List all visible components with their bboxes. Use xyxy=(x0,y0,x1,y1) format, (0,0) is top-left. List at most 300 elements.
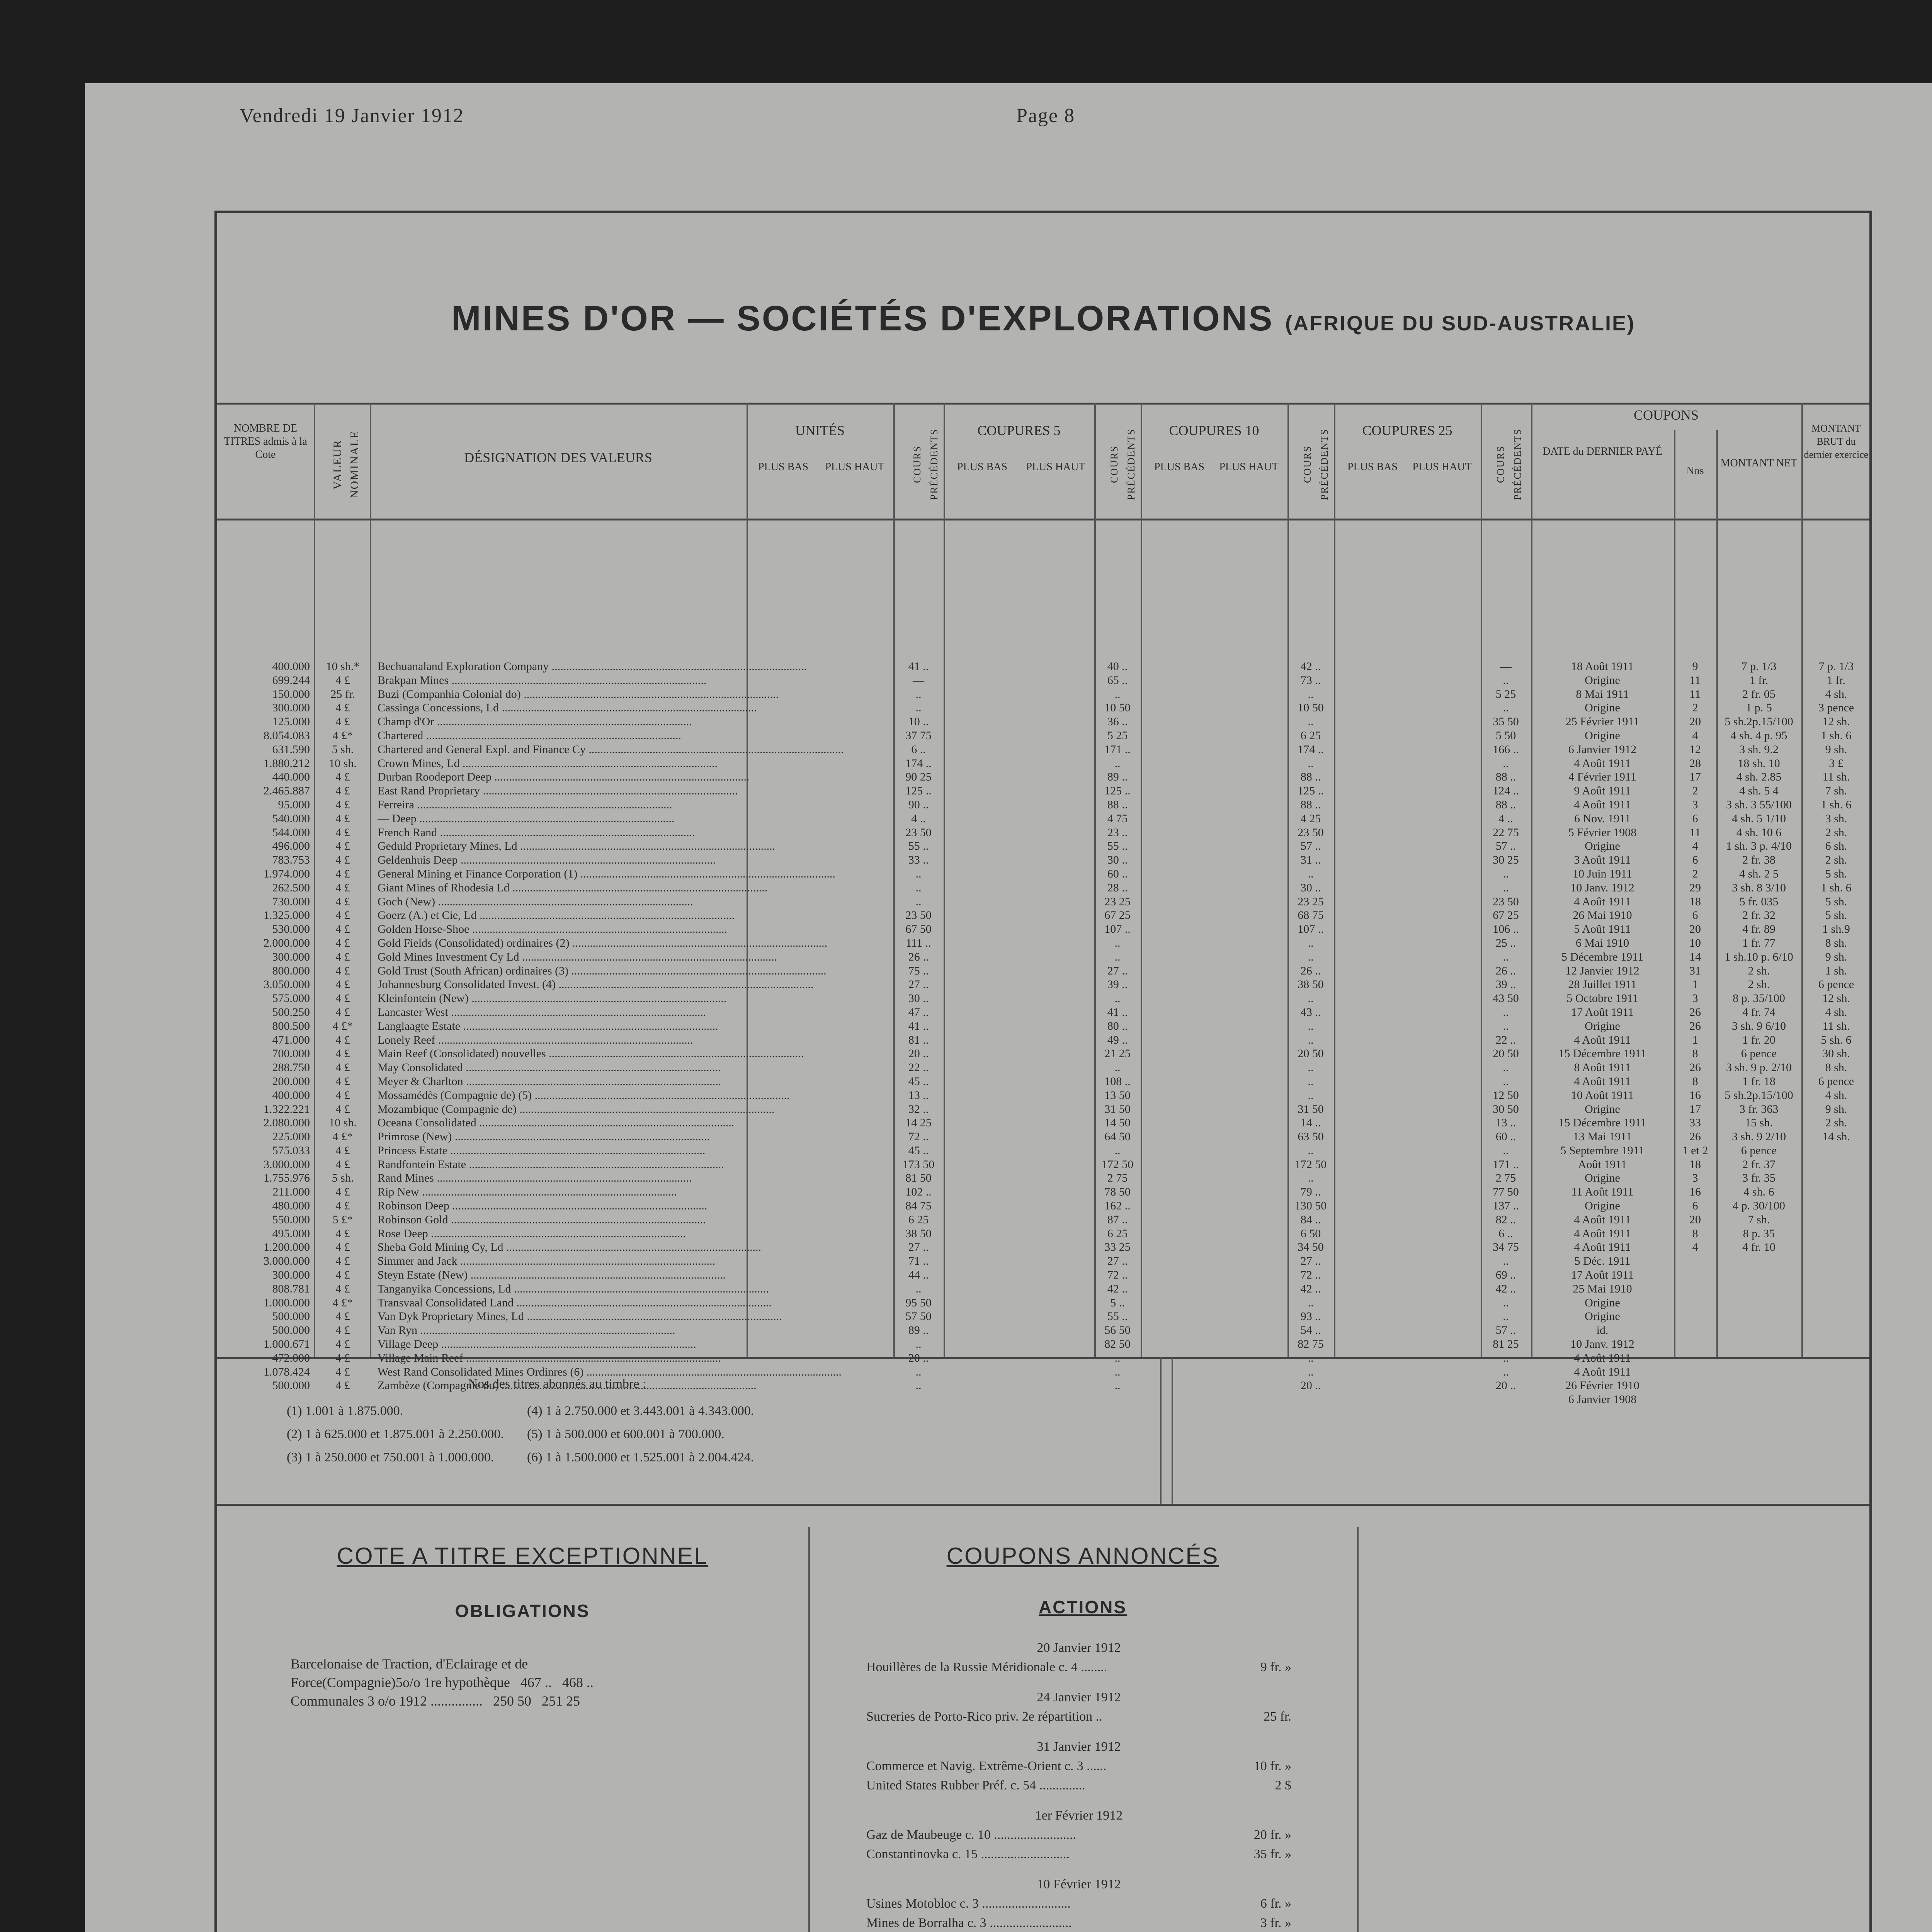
cours-25-value: 60 .. xyxy=(1495,1130,1516,1143)
coupon-date: 4 Août 1911 xyxy=(1574,1365,1631,1378)
valeur-value: 4 £ xyxy=(335,1324,350,1337)
company-name: — Deep ..... xyxy=(378,812,957,826)
coupon-date: 10 Juin 1911 xyxy=(1573,867,1632,880)
coupon-date: Août 1911 xyxy=(1578,1158,1627,1171)
coupon-date: 4 Août 1911 xyxy=(1574,1075,1631,1088)
coupon-net: 3 sh. 8 3/10 xyxy=(1731,881,1786,894)
coupon-number: 9 xyxy=(1692,660,1698,673)
valeur-value: 4 £ xyxy=(335,923,350,936)
valeur-value: 4 £ xyxy=(335,964,350,977)
coupon-number: 6 xyxy=(1692,1199,1698,1213)
nombre-value: 800.000 xyxy=(272,964,310,977)
cours-5-value: 72 .. xyxy=(1107,1269,1128,1282)
cours-10-column xyxy=(1287,660,1334,1393)
coupon-net: 4 fr. 89 xyxy=(1742,923,1776,936)
cours-prec-value: 45 .. xyxy=(908,1144,929,1157)
coupons-annonces-sub: ACTIONS xyxy=(1039,1597,1127,1617)
coupon-net: 6 pence xyxy=(1741,1144,1777,1157)
cours-5-value: 88 .. xyxy=(1107,798,1128,811)
company-name: Crown Mines, Ld ..... xyxy=(378,757,957,770)
coupon-announce-item xyxy=(866,1776,1291,1795)
valeur-value: 4 £ xyxy=(335,1158,350,1171)
company-name: Oceana Consolidated ..... xyxy=(378,1116,957,1130)
cours-5-value: 64 50 xyxy=(1104,1130,1131,1143)
cours-5-value: 27 .. xyxy=(1107,1255,1128,1268)
coupon-announce-item xyxy=(866,1845,1291,1864)
col-plus-haut: PLUS HAUT xyxy=(825,461,884,473)
nombre-value: 300.000 xyxy=(272,950,310,963)
cours-prec-value: .. xyxy=(915,701,922,714)
coupon-number: 8 xyxy=(1692,1047,1698,1060)
coupon-date: 8 Août 1911 xyxy=(1574,1061,1631,1074)
cours-10-value: .. xyxy=(1308,992,1314,1005)
nombre-value: 95.000 xyxy=(278,798,310,811)
cours-5-value: 39 .. xyxy=(1107,978,1128,991)
cours-5-value: .. xyxy=(1114,992,1121,1005)
nombre-value: 700.000 xyxy=(272,1047,310,1060)
valeur-value: 4 £ xyxy=(335,1144,350,1157)
cours-10-value: 88 .. xyxy=(1300,798,1321,811)
valeur-value: 4 £ xyxy=(335,1005,350,1019)
company-name: Randfontein Estate ..... xyxy=(378,1158,957,1172)
coupon-date: 4 Août 1911 xyxy=(1574,757,1631,770)
cours-10-value: 23 50 xyxy=(1298,826,1324,839)
valeur-value: 4 £ xyxy=(335,1047,350,1060)
cours-prec-value: 13 .. xyxy=(908,1088,929,1102)
nombre-value: 1.974.000 xyxy=(264,867,310,880)
nombre-value: 200.000 xyxy=(272,1075,310,1088)
coupon-net: 3 sh. 9.2 xyxy=(1739,743,1779,756)
notes-rule xyxy=(1172,1357,1173,1504)
cours-5-value: 162 .. xyxy=(1104,1199,1131,1213)
coupon-announce-value: 20 fr. » xyxy=(1253,1828,1291,1842)
cours-25-value: 88 .. xyxy=(1495,798,1516,811)
col-montant-net: MONTANT NET xyxy=(1720,457,1798,469)
cours-25-value: 13 .. xyxy=(1495,1116,1516,1129)
coupon-date: 26 Février 1910 xyxy=(1565,1379,1639,1392)
cours-prec-value: .. xyxy=(915,1282,922,1295)
col-unites: UNITÉS xyxy=(795,423,845,438)
coupon-number: 1 xyxy=(1692,1033,1698,1046)
coupon-number: 1 xyxy=(1692,978,1698,991)
coupon-announce-date: 10 Février 1912 xyxy=(1037,1877,1121,1891)
nombre-value: 500.000 xyxy=(272,1310,310,1323)
coupon-brut: 2 sh. xyxy=(1825,1116,1847,1129)
cours-25-value: .. xyxy=(1503,1296,1509,1309)
cours-5-value: 60 .. xyxy=(1107,867,1128,880)
coupon-net: 4 sh. 10 6 xyxy=(1736,826,1782,839)
col-c5-cours-prec: COURS PRÉCÉDENTS xyxy=(1109,429,1137,500)
nombre-value: 500.000 xyxy=(272,1324,310,1337)
nombre-value: 1.755.976 xyxy=(264,1172,310,1185)
coupon-net: 6 pence xyxy=(1741,1047,1777,1060)
coupon-net: 4 sh. 2 5 xyxy=(1739,867,1779,880)
cours-5-value: 36 .. xyxy=(1107,715,1128,728)
cours-10-value: .. xyxy=(1308,715,1314,728)
coupon-announce-value: 25 fr. xyxy=(1264,1709,1291,1724)
col-c10-plus-bas: PLUS BAS xyxy=(1154,461,1204,473)
cours-5-value: 125 .. xyxy=(1104,784,1131,798)
coupon-number: 28 xyxy=(1689,757,1701,770)
col-rule xyxy=(314,403,315,1357)
company-name: Bechuanaland Exploration Company ..... xyxy=(378,660,957,673)
coupons-annonces-title: COUPONS ANNONCÉS xyxy=(946,1543,1219,1569)
cours-prec-value: 102 .. xyxy=(905,1185,932,1199)
company-name: Mossamédès (Compagnie de) (5) ..... xyxy=(378,1088,957,1102)
nombre-value: 440.000 xyxy=(272,770,310,784)
abonnes-line: (6) 1 à 1.500.000 et 1.525.001 à 2.004.424. xyxy=(527,1450,754,1464)
cours-25-value: .. xyxy=(1503,1255,1509,1268)
cours-10-value: 38 50 xyxy=(1298,978,1324,991)
company-name: Johannesburg Consolidated Invest. (4) ..... xyxy=(378,978,957,992)
cours-25-value: 69 .. xyxy=(1495,1269,1516,1282)
cours-5-value: .. xyxy=(1114,757,1121,770)
cours-prec-value: 81 50 xyxy=(905,1172,932,1185)
coupon-number: 10 xyxy=(1689,936,1701,949)
cours-25-value: 106 .. xyxy=(1493,923,1519,936)
cours-10-value: 26 .. xyxy=(1300,964,1321,977)
company-name: Robinson Gold ..... xyxy=(378,1213,957,1227)
coupon-brut: 1 sh.9 xyxy=(1822,923,1850,936)
nombre-value: 575.000 xyxy=(272,992,310,1005)
col-valeur: VALEUR NOMINALE xyxy=(331,430,361,498)
valeur-value: 4 £ xyxy=(335,1338,350,1351)
coupon-brut: 9 sh. xyxy=(1825,743,1847,756)
cote-lines xyxy=(291,1655,793,1710)
coupon-brut-column xyxy=(1801,660,1871,1144)
coupon-date: 5 Septembre 1911 xyxy=(1560,1144,1645,1157)
coupon-number: 4 xyxy=(1692,1241,1698,1254)
coupon-net: 4 sh. 5 1/10 xyxy=(1731,812,1786,825)
company-name: Gold Mines Investment Cy Ld ..... xyxy=(378,950,957,964)
coupon-date: 12 Janvier 1912 xyxy=(1565,964,1639,977)
cours-5-value: 87 .. xyxy=(1107,1213,1128,1226)
cours-25-value: .. xyxy=(1503,867,1509,880)
company-name: Brakpan Mines ..... xyxy=(378,673,957,687)
cours-prec-value: 90 25 xyxy=(905,770,932,784)
coupon-brut: 11 sh. xyxy=(1822,1019,1850,1032)
cote-title: COTE A TITRE EXCEPTIONNEL xyxy=(337,1543,708,1569)
cours-10-value: .. xyxy=(1308,1365,1314,1378)
coupon-net: 2 sh. xyxy=(1748,978,1770,991)
section-rule xyxy=(808,1527,810,1932)
col-coupures-10: COUPURES 10 xyxy=(1169,423,1259,438)
coupon-number: 1 et 2 xyxy=(1682,1144,1708,1157)
coupon-no-column xyxy=(1674,660,1716,1254)
coupon-number: 33 xyxy=(1689,1116,1701,1129)
nombre-value: 472.000 xyxy=(272,1351,310,1364)
cours-prec-value: 23 50 xyxy=(905,909,932,922)
cours-10-value: 82 75 xyxy=(1298,1338,1324,1351)
abonnes-line: (4) 1 à 2.750.000 et 3.443.001 à 4.343.000. xyxy=(527,1404,754,1418)
cours-5-value: .. xyxy=(1114,1365,1121,1378)
coupon-number: 26 xyxy=(1689,1130,1701,1143)
notes-rule xyxy=(1160,1357,1162,1504)
valeur-value: 4 £ xyxy=(335,1185,350,1199)
designation-column xyxy=(378,660,957,1393)
cours-prec-value: 75 .. xyxy=(908,964,929,977)
coupon-brut: 3 sh. xyxy=(1825,812,1847,825)
coupon-date: 17 Août 1911 xyxy=(1571,1005,1634,1019)
cours-25-value: .. xyxy=(1503,673,1509,687)
coupon-number: 29 xyxy=(1689,881,1701,894)
col-coupures-5: COUPURES 5 xyxy=(977,423,1061,438)
coupon-net: 4 sh. 5 4 xyxy=(1739,784,1779,798)
section-rule xyxy=(1357,1527,1359,1932)
valeur-value: 4 £* xyxy=(332,1019,353,1032)
company-name: Champ d'Or ..... xyxy=(378,715,957,729)
cours-5-value: 78 50 xyxy=(1104,1185,1131,1199)
company-name: Meyer & Charlton ..... xyxy=(378,1075,957,1088)
nombre-value: 125.000 xyxy=(272,715,310,728)
nombre-value: 400.000 xyxy=(272,660,310,673)
col-c5-plus-haut: PLUS HAUT xyxy=(1026,461,1085,473)
coupon-date: 6 Janvier 1912 xyxy=(1568,743,1637,756)
coupon-brut: 5 sh. 6 xyxy=(1821,1033,1852,1046)
coupon-brut: 5 sh. xyxy=(1825,895,1847,908)
cours-25-value: 57 .. xyxy=(1495,1324,1516,1337)
coupon-announce-value: 10 fr. » xyxy=(1253,1759,1291,1773)
coupon-number: 16 xyxy=(1689,1088,1701,1102)
coupon-announce-item xyxy=(866,1757,1291,1776)
company-name: Lonely Reef ..... xyxy=(378,1033,957,1047)
valeur-value: 4 £ xyxy=(335,895,350,908)
coupon-date: 15 Décembre 1911 xyxy=(1558,1116,1646,1129)
coupon-announce-date: 24 Janvier 1912 xyxy=(1037,1690,1121,1704)
coupon-announce-name: Commerce et Navig. Extrême-Orient c. 3 ...... xyxy=(866,1759,1107,1773)
coupon-announce-name: Usines Motobloc c. 3 ........................... xyxy=(866,1896,1071,1911)
coupon-net: 3 sh. 9 2/10 xyxy=(1731,1130,1786,1143)
cours-10-value: 73 .. xyxy=(1300,673,1321,687)
cours-5-value: 30 .. xyxy=(1107,854,1128,867)
cours-25-value: 39 .. xyxy=(1495,978,1516,991)
coupon-brut: 30 sh. xyxy=(1822,1047,1850,1060)
valeur-value: 5 sh. xyxy=(332,743,354,756)
coupon-number: 18 xyxy=(1689,895,1701,908)
abonnes-line: (5) 1 à 500.000 et 600.001 à 700.000. xyxy=(527,1427,724,1441)
coupon-announce-date: 20 Janvier 1912 xyxy=(1037,1641,1121,1655)
coupon-number: 31 xyxy=(1689,964,1701,977)
nombre-value: 2.080.000 xyxy=(264,1116,310,1129)
coupon-net: 2 fr. 32 xyxy=(1742,909,1776,922)
coupon-net: 5 sh.2p.15/100 xyxy=(1725,1088,1793,1102)
cours-prec-value: — xyxy=(913,673,924,687)
nombre-value: 631.590 xyxy=(272,743,310,756)
valeur-value: 4 £ xyxy=(335,992,350,1005)
coupon-date: 28 Juillet 1911 xyxy=(1568,978,1637,991)
cours-25-value: .. xyxy=(1503,701,1509,714)
coupon-brut: 12 sh. xyxy=(1822,715,1850,728)
coupon-date: id. xyxy=(1596,1324,1609,1337)
cours-10-value: 31 .. xyxy=(1300,854,1321,867)
nombre-value: 300.000 xyxy=(272,1269,310,1282)
company-name: Main Reef (Consolidated) nouvelles ..... xyxy=(378,1047,957,1061)
valeur-value: 4 £ xyxy=(335,1379,350,1392)
nombre-value: 211.000 xyxy=(272,1185,310,1199)
cours-10-value: 57 .. xyxy=(1300,840,1321,853)
coupon-number: 3 xyxy=(1692,1172,1698,1185)
valeur-value: 10 sh. xyxy=(329,1116,357,1129)
cours-5-value: 21 25 xyxy=(1104,1047,1131,1060)
coupon-brut: 2 sh. xyxy=(1825,854,1847,867)
coupon-number: 20 xyxy=(1689,923,1701,936)
col-plus-bas: PLUS BAS xyxy=(758,461,808,473)
cours-25-value: .. xyxy=(1503,881,1509,894)
cours-prec-value: 38 50 xyxy=(905,1227,932,1240)
cours-25-value: 35 50 xyxy=(1493,715,1519,728)
valeur-value: 4 £ xyxy=(335,1227,350,1240)
title-sub: (AFRIQUE DU SUD-AUSTRALIE) xyxy=(1285,312,1635,335)
cote-subtitle: OBLIGATIONS xyxy=(455,1601,590,1621)
company-name: Princess Estate ..... xyxy=(378,1144,957,1158)
coupon-net: 1 fr. xyxy=(1749,673,1769,687)
coupon-number: 3 xyxy=(1692,798,1698,811)
cours-25-value: .. xyxy=(1503,1019,1509,1032)
cours-5-value: 5 .. xyxy=(1110,1296,1125,1309)
nombre-value: 262.500 xyxy=(272,881,310,894)
cours-prec-value: 81 .. xyxy=(908,1033,929,1046)
coupon-net: 4 p. 30/100 xyxy=(1733,1199,1785,1213)
coupon-date: 6 Nov. 1911 xyxy=(1574,812,1631,825)
cours-10-value: 4 25 xyxy=(1300,812,1321,825)
cours-prec-value: 6 25 xyxy=(908,1213,929,1226)
coupon-net: 5 sh.2p.15/100 xyxy=(1725,715,1793,728)
nombre-value: 500.250 xyxy=(272,1005,310,1019)
cours-10-value: 30 .. xyxy=(1300,881,1321,894)
coupon-date: 4 Août 1911 xyxy=(1574,1227,1631,1240)
cours-25-value: .. xyxy=(1503,1351,1509,1364)
coupon-date: 10 Janv. 1912 xyxy=(1570,881,1634,894)
cours-prec-value: .. xyxy=(915,881,922,894)
coupon-date: 25 Mai 1910 xyxy=(1573,1282,1632,1295)
valeur-value: 4 £ xyxy=(335,770,350,784)
header-page-number: Page 8 xyxy=(1016,105,1075,127)
cours-prec-value: .. xyxy=(915,1338,922,1351)
company-name: Rose Deep ..... xyxy=(378,1227,957,1241)
cours-10-value: 125 .. xyxy=(1298,784,1324,798)
cours-prec-value: 44 .. xyxy=(908,1269,929,1282)
coupon-date: 4 Août 1911 xyxy=(1574,1241,1631,1254)
cours-5-value: .. xyxy=(1114,1379,1121,1392)
coupon-net: 4 sh. 2.85 xyxy=(1736,770,1782,784)
cours-25-value: 5 25 xyxy=(1495,687,1516,701)
cours-10-value: 6 25 xyxy=(1300,729,1321,742)
coupon-date: 5 Octobre 1911 xyxy=(1566,992,1638,1005)
coupon-brut: 7 sh. xyxy=(1825,784,1847,798)
coupon-number: 16 xyxy=(1689,1185,1701,1199)
cours-prec-value: 26 .. xyxy=(908,950,929,963)
cours-5-value: 28 .. xyxy=(1107,881,1128,894)
cours-5-value: 6 25 xyxy=(1107,1227,1128,1240)
company-name: Cassinga Concessions, Ld ..... xyxy=(378,701,957,715)
coupon-net: 2 sh. xyxy=(1748,964,1770,977)
cours-prec-value: 57 50 xyxy=(905,1310,932,1323)
valeur-value: 4 £ xyxy=(335,701,350,714)
col-designation: DÉSIGNATION DES VALEURS xyxy=(464,450,652,465)
cours-25-value: 67 25 xyxy=(1493,909,1519,922)
coupon-brut: 1 sh. 6 xyxy=(1821,881,1852,894)
coupon-number: 6 xyxy=(1692,909,1698,922)
coupon-date: Origine xyxy=(1585,1199,1620,1213)
coupon-number: 2 xyxy=(1692,701,1698,714)
coupon-number: 26 xyxy=(1689,1005,1701,1019)
nombre-value: 2.465.887 xyxy=(264,784,310,798)
coupon-brut: 6 pence xyxy=(1818,1075,1854,1088)
coupon-announce-item xyxy=(866,1894,1291,1913)
cours-25-value: 137 .. xyxy=(1493,1199,1519,1213)
cours-prec-value: 30 .. xyxy=(908,992,929,1005)
cours-10-value: .. xyxy=(1308,950,1314,963)
cours-10-value: 42 .. xyxy=(1300,660,1321,673)
company-name: Rand Mines ..... xyxy=(378,1171,957,1185)
coupon-announce-value: 2 $ xyxy=(1275,1778,1291,1793)
valeur-value: 5 £* xyxy=(332,1213,353,1226)
company-name: Mozambique (Compagnie de) ..... xyxy=(378,1102,957,1116)
coupon-number: 17 xyxy=(1689,1102,1701,1116)
cours-10-value: 42 .. xyxy=(1300,1282,1321,1295)
nombre-value: 496.000 xyxy=(272,840,310,853)
cours-prec-value: 33 .. xyxy=(908,854,929,867)
cours-25-value: 22 75 xyxy=(1493,826,1519,839)
nombre-value: 1.322.221 xyxy=(264,1102,310,1116)
coupon-net: 1 sh. 3 p. 4/10 xyxy=(1726,840,1792,853)
cote-line: Communales 3 o/o 1912 ............... 250 50 251 25 xyxy=(291,1693,580,1709)
cours-25-value: 2 75 xyxy=(1495,1172,1516,1185)
coupon-announce-value: 6 fr. » xyxy=(1260,1896,1291,1911)
cours-25-value: 6 .. xyxy=(1498,1227,1513,1240)
cours-25-value: .. xyxy=(1503,1005,1509,1019)
coupon-brut: 1 sh. 6 xyxy=(1821,729,1852,742)
company-name: Transvaal Consolidated Land ..... xyxy=(378,1296,957,1310)
coupon-net: 1 fr. 77 xyxy=(1742,936,1776,949)
company-name: Giant Mines of Rhodesia Ld ..... xyxy=(378,881,957,895)
coupon-announce-item xyxy=(866,1658,1291,1677)
coupon-number: 11 xyxy=(1689,687,1701,701)
col-c10-plus-haut: PLUS HAUT xyxy=(1219,461,1279,473)
coupon-brut: 5 sh. xyxy=(1825,909,1847,922)
col-c10-cours-prec: COURS PRÉCÉDENTS xyxy=(1302,429,1330,500)
company-name: Chartered ..... xyxy=(378,729,957,743)
cours-10-value: 93 .. xyxy=(1300,1310,1321,1323)
nombre-value: 495.000 xyxy=(272,1227,310,1240)
cours-25-value: 5 50 xyxy=(1495,729,1516,742)
coupon-number: 26 xyxy=(1689,1019,1701,1032)
nombre-value: 480.000 xyxy=(272,1199,310,1213)
coupon-date: 10 Août 1911 xyxy=(1571,1088,1634,1102)
coupon-brut: 1 sh. xyxy=(1825,964,1847,977)
cours-5-value: 10 50 xyxy=(1104,701,1131,714)
company-name: Robinson Deep ..... xyxy=(378,1199,957,1213)
valeur-value: 4 £ xyxy=(335,1075,350,1088)
coupon-announce-item xyxy=(866,1707,1291,1726)
cours-5-value: .. xyxy=(1114,936,1121,949)
cours-prec-value: 41 .. xyxy=(908,660,929,673)
coupon-net: 7 p. 1/3 xyxy=(1741,660,1777,673)
valeur-value: 4 £* xyxy=(332,1130,353,1143)
cours-5-value: .. xyxy=(1114,950,1121,963)
cours-10-value: 31 50 xyxy=(1298,1102,1324,1116)
coupon-brut: 4 sh. xyxy=(1825,687,1847,701)
col-rule xyxy=(1141,403,1142,1357)
coupon-date: Origine xyxy=(1585,1172,1620,1185)
cours-10-value: 20 50 xyxy=(1298,1047,1324,1060)
coupon-announce-name: Mines de Borralha c. 3 ......................... xyxy=(866,1916,1072,1930)
coupon-net: 1 fr. 20 xyxy=(1742,1033,1776,1046)
company-name: Kleinfontein (New) ..... xyxy=(378,992,957,1005)
col-coupures-25: COUPURES 25 xyxy=(1362,423,1452,438)
coupon-number: 11 xyxy=(1689,826,1701,839)
cours-10-value: 23 25 xyxy=(1298,895,1324,908)
